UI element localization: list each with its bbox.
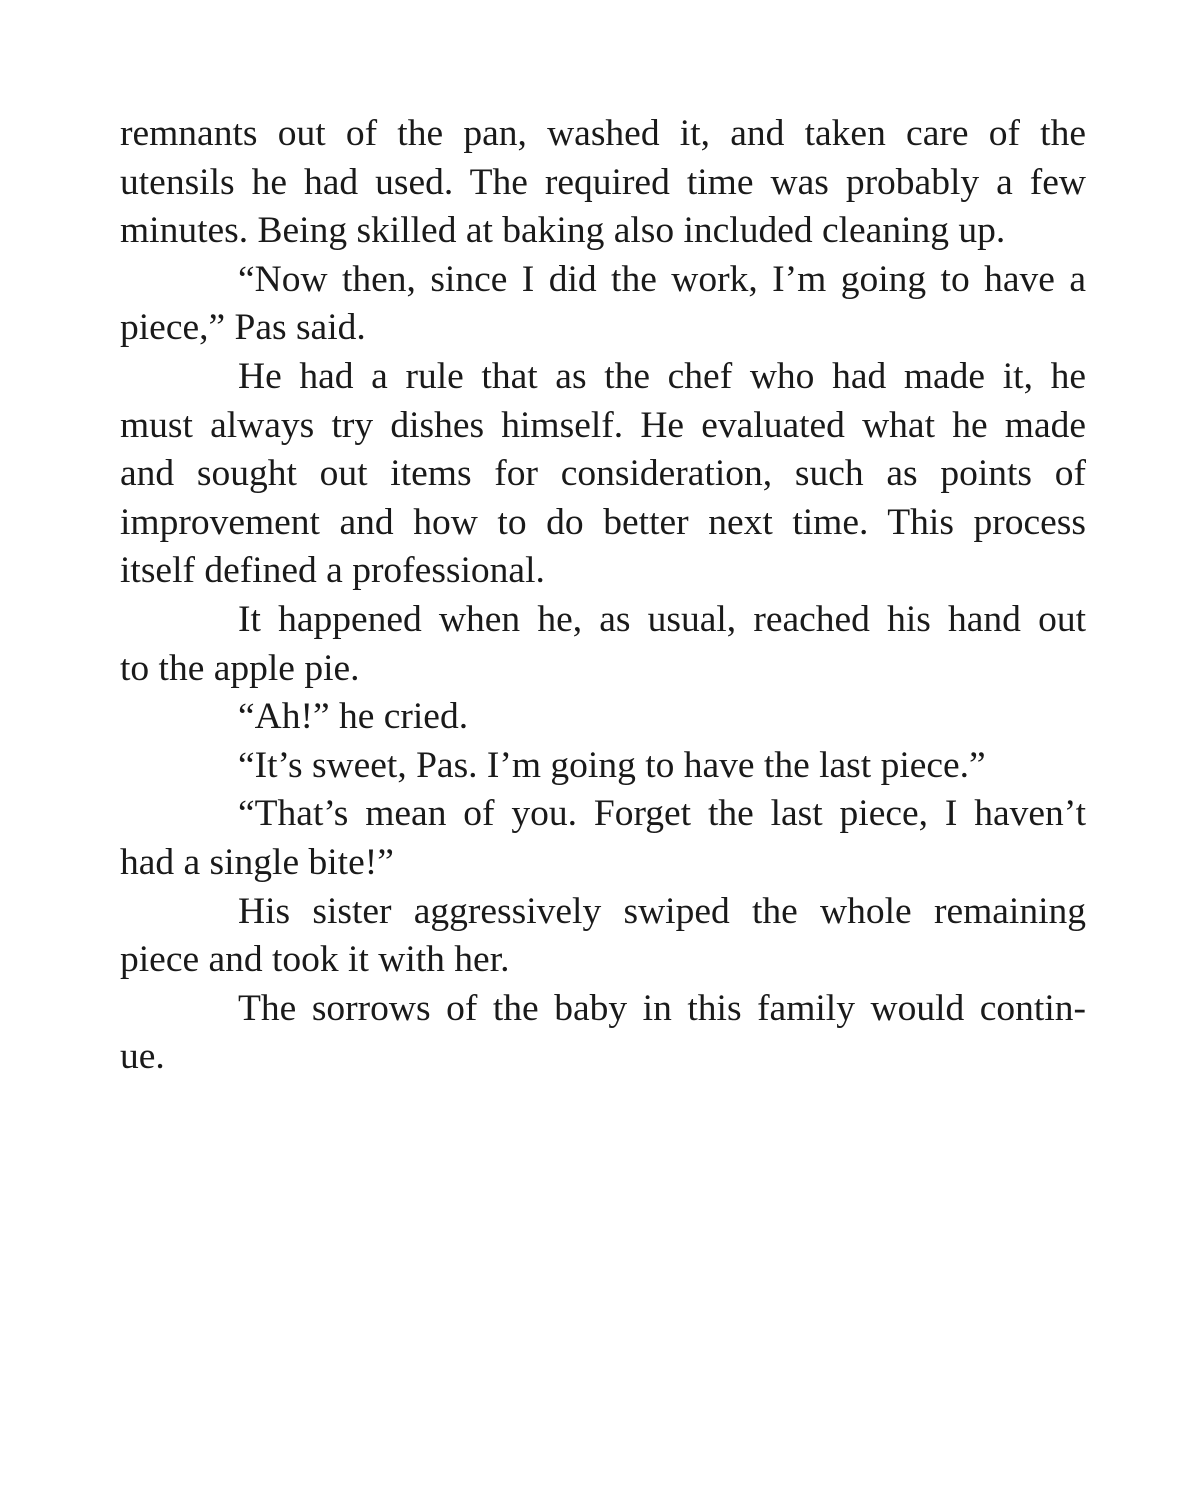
paragraph [120, 790, 1086, 887]
text-line: piece and took it with her. [120, 939, 510, 981]
text-line: “It’s sweet, Pas. I’m going to have the last piece.” [238, 744, 986, 786]
text-line: utensils he had used. The required time was probably a few [120, 161, 1086, 203]
text-line: The sorrows of the baby in this family would contin- [238, 987, 1086, 1029]
text-line: remnants out of the pan, washed it, and taken care of the [120, 113, 1086, 154]
text-line: “That’s mean of you. Forget the last piece, I haven’t [238, 793, 1086, 835]
paragraph [120, 256, 1086, 353]
paragraph [120, 985, 1086, 1082]
text-line: must always try dishes himself. He evaluated what he made [120, 404, 1086, 446]
paragraph [120, 110, 1086, 256]
text-line: ue. [120, 1036, 165, 1078]
text-line: It happened when he, as usual, reached his hand out [238, 598, 1086, 640]
text-line: had a single bite!” [120, 841, 394, 883]
text-line: improvement and how to do better next time. This process [120, 501, 1086, 543]
page-body [120, 110, 1086, 1082]
paragraph [120, 693, 1086, 742]
text-line: to the apple pie. [120, 647, 360, 689]
text-line: His sister aggressively swiped the whole remaining [238, 890, 1086, 932]
paragraph [120, 888, 1086, 985]
text-line: piece,” Pas said. [120, 307, 366, 349]
text-line: and sought out items for consideration, such as points of [120, 453, 1086, 495]
text-line: minutes. Being skilled at baking also included cleaning up. [120, 210, 1006, 252]
paragraph [120, 596, 1086, 693]
text-line: itself defined a professional. [120, 550, 545, 592]
paragraph [120, 353, 1086, 596]
paragraph [120, 742, 1086, 791]
text-line: “Ah!” he cried. [238, 696, 469, 738]
text-line: He had a rule that as the chef who had made it, he [238, 355, 1086, 397]
text-line: “Now then, since I did the work, I’m going to have a [238, 258, 1086, 300]
